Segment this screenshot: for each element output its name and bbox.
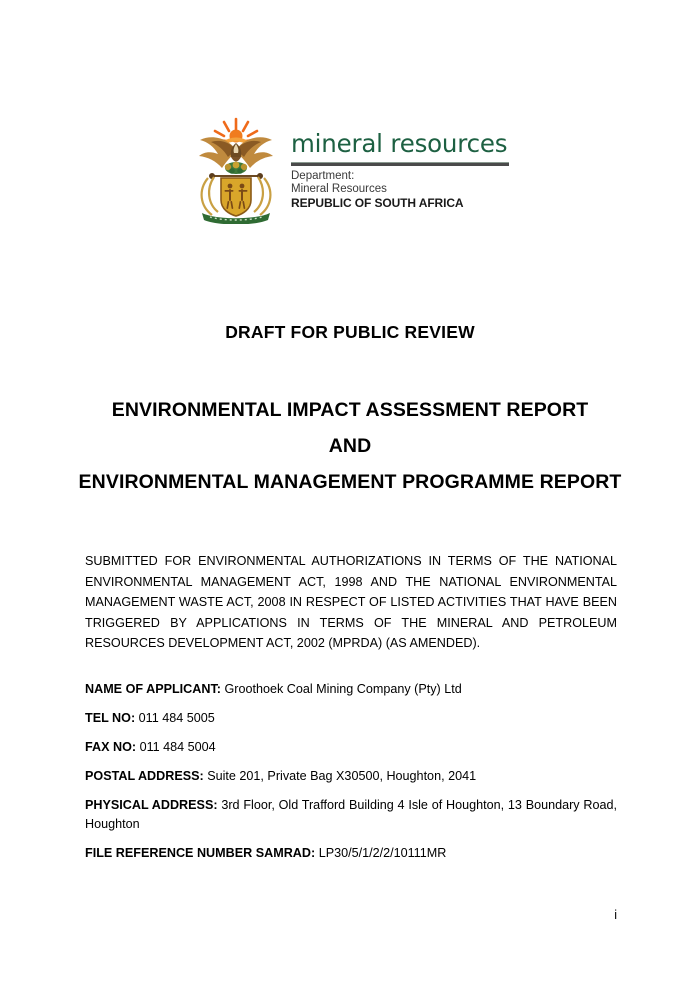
report-title-block bbox=[0, 392, 700, 500]
detail-row bbox=[85, 767, 617, 786]
physical-address-value: 3rd Floor, Old Trafford Building 4 Isle of Houghton, 13 Boundary Road, Houghton bbox=[85, 798, 617, 831]
department-letterhead bbox=[188, 116, 518, 228]
letterhead-text bbox=[291, 116, 509, 210]
tel-label: TEL NO: bbox=[85, 711, 136, 725]
draft-notice-heading: DRAFT FOR PUBLIC REVIEW bbox=[225, 322, 475, 342]
fax-value: 011 484 5004 bbox=[139, 740, 216, 754]
detail-row bbox=[85, 738, 617, 757]
tel-value: 011 484 5005 bbox=[138, 711, 215, 725]
report-title-line-2: ENVIRONMENTAL MANAGEMENT PROGRAMME REPORT bbox=[78, 471, 622, 493]
applicant-name-label: NAME OF APPLICANT: bbox=[85, 682, 221, 696]
detail-row bbox=[85, 709, 617, 728]
detail-row bbox=[85, 796, 617, 834]
report-title-line-1: ENVIRONMENTAL IMPACT ASSESSMENT REPORT bbox=[111, 399, 589, 421]
logo-subtitle bbox=[291, 170, 509, 211]
detail-row bbox=[85, 680, 617, 699]
report-title-conjunction: AND bbox=[328, 435, 372, 457]
physical-address-label: PHYSICAL ADDRESS: bbox=[85, 798, 218, 812]
logo-divider bbox=[291, 162, 509, 166]
page-number: i bbox=[614, 908, 617, 922]
fax-label: FAX NO: bbox=[85, 740, 137, 754]
logo-title: mineral resources bbox=[291, 129, 508, 158]
postal-address-value: Suite 201, Private Bag X30500, Houghton, 2041 bbox=[207, 769, 477, 783]
applicant-details-block bbox=[85, 680, 617, 863]
detail-row bbox=[85, 844, 617, 863]
applicant-name-value: Groothoek Coal Mining Company (Pty) Ltd bbox=[224, 682, 462, 696]
postal-address-label: POSTAL ADDRESS: bbox=[85, 769, 204, 783]
file-reference-value: LP30/5/1/2/2/10111MR bbox=[318, 846, 447, 860]
logo-country-line: REPUBLIC OF SOUTH AFRICA bbox=[291, 195, 464, 210]
logo-department-line-2: Mineral Resources bbox=[291, 183, 387, 195]
submission-statement-paragraph: SUBMITTED FOR ENVIRONMENTAL AUTHORIZATIONS IN TERMS OF THE NATIONAL ENVIRONMENTAL MANAGEMENT ACT, 1998 AND THE NATIONAL ENVIRONMENTAL MANAGEMENT WASTE ACT, 2008 IN RESPECT OF LISTED ACTIVITIES THAT HAVE BEEN TRIGGERED BY APPLICATIONS IN TERMS OF THE MINERAL AND PETROLEUM RESOURCES DEVELOPMENT ACT, 2002 (MPRDA) (AS AMENDED). bbox=[85, 554, 617, 651]
south-african-coat-of-arms-icon bbox=[188, 116, 284, 224]
file-reference-label: FILE REFERENCE NUMBER SAMRAD: bbox=[85, 846, 316, 860]
logo-department-line-1: Department: bbox=[291, 169, 355, 182]
